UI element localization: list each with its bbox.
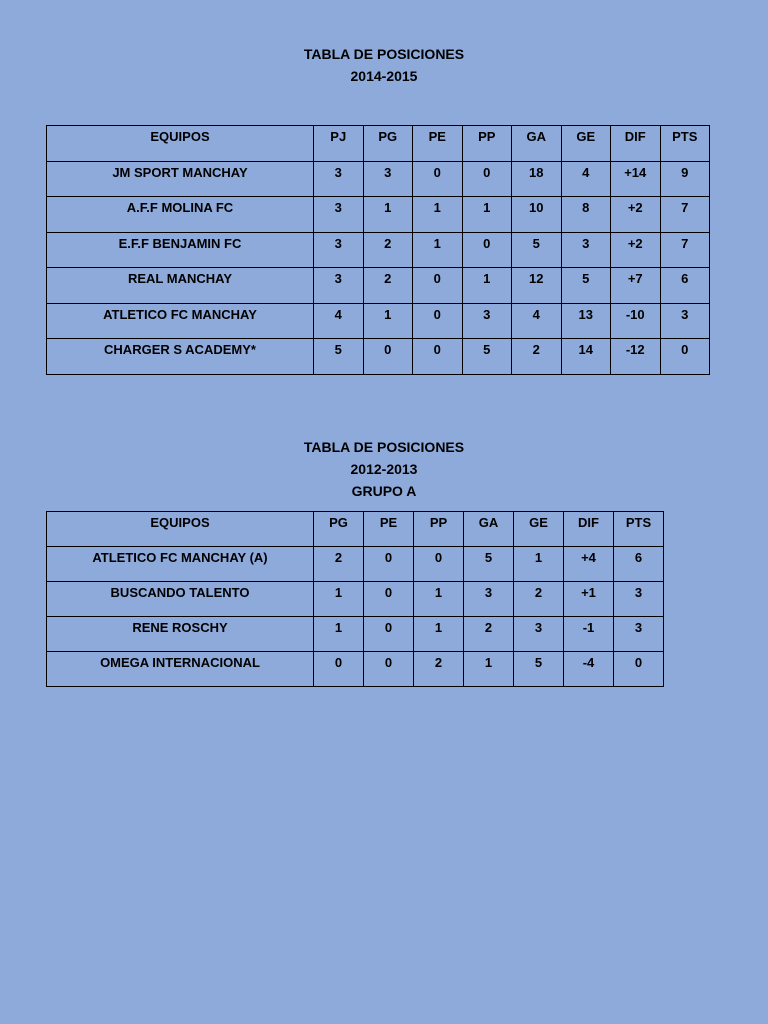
stat-cell: 3 [660, 303, 710, 339]
table-title: TABLA DE POSICIONES [303, 439, 465, 455]
stat-cell: 1 [413, 232, 463, 268]
table-row [47, 582, 664, 617]
team-name-cell: BUSCANDO TALENTO [47, 582, 314, 617]
stat-cell: 6 [614, 547, 664, 582]
stat-cell: 0 [413, 303, 463, 339]
stat-cell: 3 [614, 582, 664, 617]
group-label: GRUPO A [351, 483, 417, 499]
stat-cell: 0 [364, 582, 414, 617]
stat-cell: 3 [314, 197, 364, 233]
stat-cell: 3 [514, 617, 564, 652]
team-name-cell: REAL MANCHAY [47, 268, 314, 304]
season-label: 2012-2013 [350, 461, 418, 477]
stat-cell: 3 [363, 161, 413, 197]
stat-cell: -4 [564, 652, 614, 687]
table-title: TABLA DE POSICIONES [303, 46, 465, 62]
standings-table-2012-2013 [46, 511, 664, 687]
team-name-cell: OMEGA INTERNACIONAL [47, 652, 314, 687]
stat-cell: 13 [561, 303, 611, 339]
column-header: PG [363, 126, 413, 162]
standings-2014-2015-heading [0, 43, 768, 87]
stat-cell: 1 [462, 268, 512, 304]
stat-cell: 10 [512, 197, 562, 233]
stat-cell: 3 [614, 617, 664, 652]
table-row [47, 232, 710, 268]
header-row [47, 126, 710, 162]
column-header: PE [413, 126, 463, 162]
stat-cell: 2 [414, 652, 464, 687]
stat-cell: 1 [414, 582, 464, 617]
stat-cell: 3 [314, 232, 364, 268]
stat-cell: +4 [564, 547, 614, 582]
stat-cell: 2 [514, 582, 564, 617]
column-header: PP [414, 512, 464, 547]
stat-cell: 2 [464, 617, 514, 652]
stat-cell: 3 [561, 232, 611, 268]
column-header: PP [462, 126, 512, 162]
team-name-cell: ATLETICO FC MANCHAY (A) [47, 547, 314, 582]
stat-cell: 7 [660, 197, 710, 233]
team-name-cell: ATLETICO FC MANCHAY [47, 303, 314, 339]
stat-cell: 14 [561, 339, 611, 375]
stat-cell: 5 [462, 339, 512, 375]
team-name-cell: CHARGER S ACADEMY* [47, 339, 314, 375]
standings-2012-2013-heading [0, 436, 768, 502]
stat-cell: +14 [611, 161, 661, 197]
stat-cell: 4 [561, 161, 611, 197]
table-row [47, 652, 664, 687]
team-name-cell: JM SPORT MANCHAY [47, 161, 314, 197]
team-name-cell: RENE ROSCHY [47, 617, 314, 652]
column-header: PTS [614, 512, 664, 547]
stat-cell: 2 [363, 232, 413, 268]
column-header: PE [364, 512, 414, 547]
column-header: EQUIPOS [47, 126, 314, 162]
table-row [47, 303, 710, 339]
stat-cell: +7 [611, 268, 661, 304]
stat-cell: 1 [314, 582, 364, 617]
stat-cell: 12 [512, 268, 562, 304]
stat-cell: 5 [512, 232, 562, 268]
stat-cell: 1 [462, 197, 512, 233]
stat-cell: +1 [564, 582, 614, 617]
table-row [47, 339, 710, 375]
table-row [47, 617, 664, 652]
stat-cell: -12 [611, 339, 661, 375]
column-header: GE [514, 512, 564, 547]
stat-cell: 5 [314, 339, 364, 375]
season-label: 2014-2015 [350, 68, 418, 84]
stat-cell: 0 [364, 652, 414, 687]
stat-cell: 0 [413, 339, 463, 375]
header-row [47, 512, 664, 547]
stat-cell: 0 [364, 617, 414, 652]
stat-cell: 4 [314, 303, 364, 339]
column-header: DIF [564, 512, 614, 547]
column-header: GA [464, 512, 514, 547]
column-header: PG [314, 512, 364, 547]
table-row [47, 197, 710, 233]
stat-cell: 3 [314, 268, 364, 304]
stat-cell: +2 [611, 232, 661, 268]
stat-cell: 0 [314, 652, 364, 687]
stat-cell: 1 [413, 197, 463, 233]
stat-cell: 0 [413, 268, 463, 304]
column-header: PJ [314, 126, 364, 162]
stat-cell: 0 [413, 161, 463, 197]
stat-cell: 6 [660, 268, 710, 304]
column-header: GE [561, 126, 611, 162]
table-row [47, 161, 710, 197]
stat-cell: 5 [514, 652, 564, 687]
stat-cell: 2 [512, 339, 562, 375]
stat-cell: 1 [464, 652, 514, 687]
stat-cell: 0 [364, 547, 414, 582]
stat-cell: 1 [314, 617, 364, 652]
stat-cell: 0 [414, 547, 464, 582]
stat-cell: 8 [561, 197, 611, 233]
stat-cell: 0 [462, 232, 512, 268]
stat-cell: 0 [462, 161, 512, 197]
stat-cell: 0 [363, 339, 413, 375]
column-header: EQUIPOS [47, 512, 314, 547]
table-row [47, 547, 664, 582]
stat-cell: 9 [660, 161, 710, 197]
stat-cell: 5 [464, 547, 514, 582]
standings-table-2014-2015 [46, 125, 710, 375]
stat-cell: 2 [314, 547, 364, 582]
stat-cell: 0 [660, 339, 710, 375]
table-row [47, 268, 710, 304]
team-name-cell: A.F.F MOLINA FC [47, 197, 314, 233]
column-header: GA [512, 126, 562, 162]
stat-cell: 1 [363, 197, 413, 233]
stat-cell: -10 [611, 303, 661, 339]
stat-cell: -1 [564, 617, 614, 652]
team-name-cell: E.F.F BENJAMIN FC [47, 232, 314, 268]
stat-cell: 1 [414, 617, 464, 652]
stat-cell: 5 [561, 268, 611, 304]
column-header: DIF [611, 126, 661, 162]
stat-cell: +2 [611, 197, 661, 233]
stat-cell: 3 [464, 582, 514, 617]
stat-cell: 1 [514, 547, 564, 582]
stat-cell: 3 [462, 303, 512, 339]
stat-cell: 4 [512, 303, 562, 339]
stat-cell: 18 [512, 161, 562, 197]
stat-cell: 3 [314, 161, 364, 197]
column-header: PTS [660, 126, 710, 162]
stat-cell: 0 [614, 652, 664, 687]
stat-cell: 7 [660, 232, 710, 268]
stat-cell: 1 [363, 303, 413, 339]
stat-cell: 2 [363, 268, 413, 304]
